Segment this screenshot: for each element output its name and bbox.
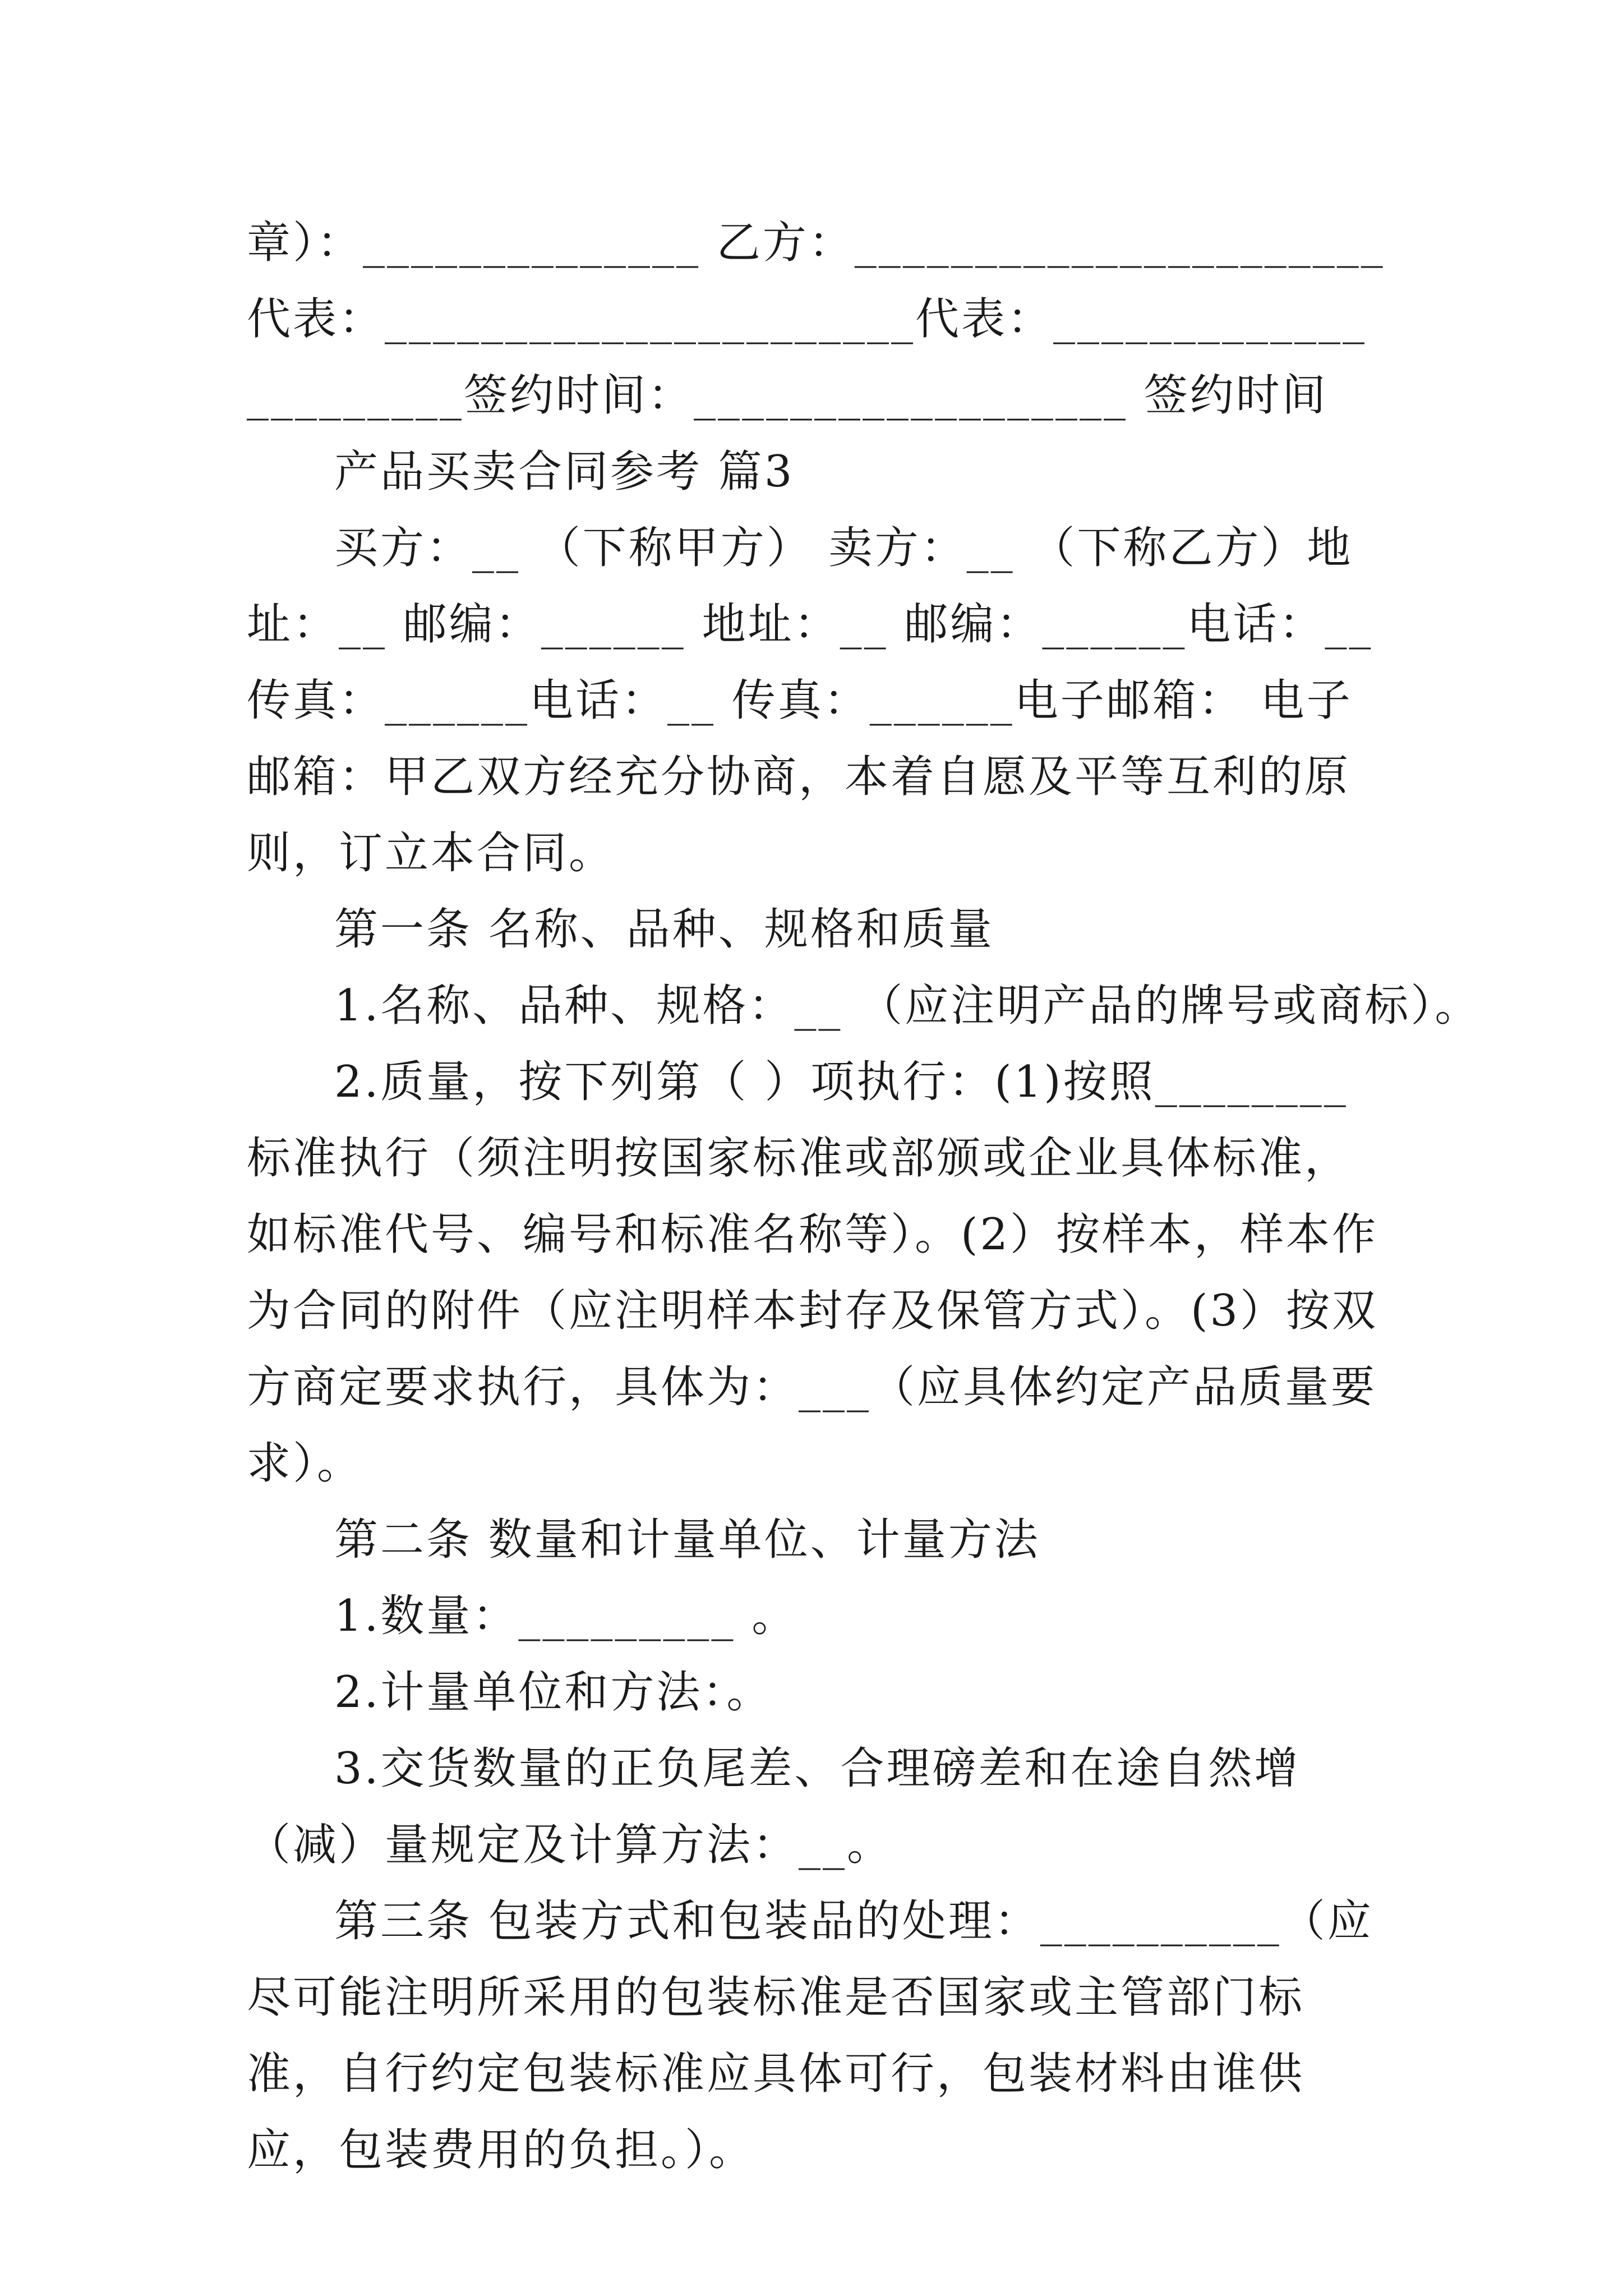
article-2-heading: 第二条 数量和计量单位、计量方法 bbox=[334, 1515, 1040, 1565]
parties-info-paragraph: 买方：__ （下称甲方） 卖方：__ （下称乙方）地址：__ 邮编：______ 地址：__ 邮编：______电话：__ 传真：______电话：__ 传真：______电子邮箱： 电子邮箱：甲乙双方经充分协商，本着自愿及平等互利的原则，订立本合同。 bbox=[247, 523, 1373, 878]
contract-title-paragraph: 产品买卖合同参考 篇3 bbox=[334, 447, 795, 497]
article-3-paragraph: 第三条 包装方式和包装品的处理：__________（应尽可能注明所采用的包装标准是否国家或主管部门标准，自行约定包装标准应具体可行，包装材料由谁供应，包装费用的负担。）。 bbox=[247, 1896, 1373, 2175]
signature-block-paragraph: 章）：______________ 乙方：______________________代表：______________________代表：______________________签约时间：__________________ 签约时间 bbox=[247, 218, 1385, 421]
article-2-item-3: 3.交货数量的正负尾差、合理磅差和在途自然增（减）量规定及计算方法：__。 bbox=[247, 1743, 1301, 1870]
article-1-item-1: 1.名称、品种、规格：__ （应注明产品的牌号或商标）。 bbox=[334, 981, 1481, 1031]
article-1-heading: 第一条 名称、品种、规格和质量 bbox=[334, 904, 994, 955]
document-body bbox=[247, 205, 1481, 2188]
article-1-item-2: 2.质量，按下列第（ ）项执行：(1)按照________标准执行（须注明按国家标准或部颁或企业具体标准，如标准代号、编号和标准名称等）。(2）按样本，样本作为合同的附件（应注明样本封存及保管方式）。(3）按双方商定要求执行，具体为：___（应具体约定产品质量要求）。 bbox=[247, 1057, 1378, 1489]
article-2-item-2: 2.计量单位和方法：。 bbox=[334, 1667, 773, 1718]
article-2-item-1: 1.数量：_________ 。 bbox=[334, 1591, 798, 1641]
